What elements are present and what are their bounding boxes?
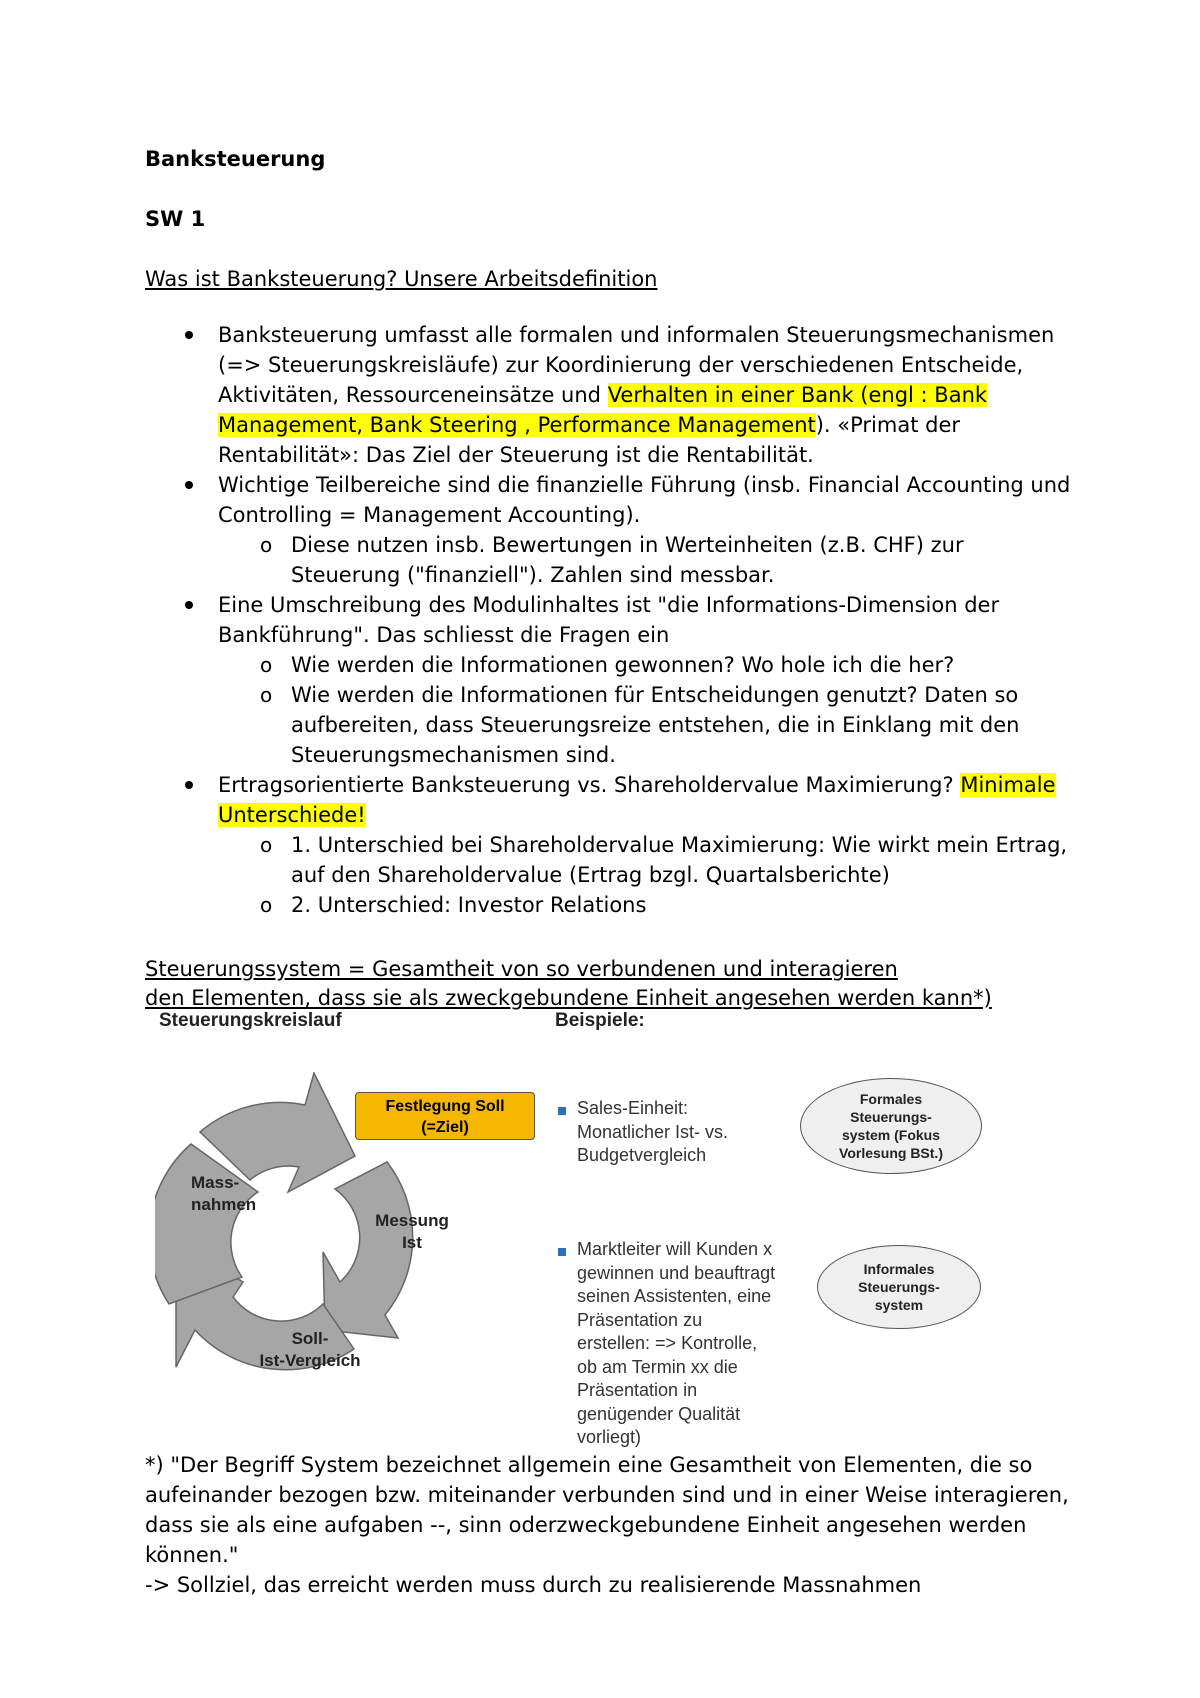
definition-list <box>145 320 1075 920</box>
section-heading: Was ist Banksteuerung? Unsere Arbeitsdefinition <box>145 267 658 291</box>
festlegung-soll-box: Festlegung Soll (=Ziel) <box>355 1092 535 1140</box>
cycle-title: Steuerungskreislauf <box>159 1010 342 1031</box>
section-label: SW 1 <box>145 207 206 231</box>
conclusion-line: -> Sollziel, das erreicht werden muss durch zu realisierende Massnahmen <box>145 1573 922 1597</box>
footnote: *) "Der Begriff System bezeichnet allgemein eine Gesamtheit von Elementen, die so aufeinander bezogen bzw. miteinander verbunden sind und in einer Weise interagieren, dass sie als eine aufgaben --, sinn oderzweckgebundene Einheit angesehen werden können." -> Sollziel, das erreicht werden muss durch zu realisierende Massnahmen <box>145 1450 1085 1600</box>
formal-system-ellipse: Formales Steuerungs- system (Fokus Vorlesung BSt.) <box>800 1078 982 1174</box>
list-item: Wichtige Teilbereiche sind die finanzielle Führung (insb. Financial Accounting und Controlling = Management Accounting). o Diese nutzen insb. Bewertungen in Werteinheiten (z.B. CHF) zur Steuerung ("finanziell"). Zahlen sind messbar. <box>145 470 1075 590</box>
document-title: Banksteuerung <box>145 147 326 171</box>
sub-list-item: o Diese nutzen insb. Bewertungen in Werteinheiten (z.B. CHF) zur Steuerung ("finanziell"). Zahlen sind messbar. <box>218 530 1075 590</box>
sub-list-item: o Wie werden die Informationen gewonnen? Wo hole ich die her? <box>218 650 1075 680</box>
sub-list <box>218 830 1075 920</box>
sub-list-item: o 2. Unterschied: Investor Relations <box>218 890 1075 920</box>
steuerungskreislauf-diagram <box>145 1010 1065 1460</box>
sub-list <box>218 650 1075 770</box>
bullet-square-icon <box>558 1107 566 1115</box>
list-item: Banksteuerung umfasst alle formalen und informalen Steuerungsmechanismen (=> Steuerungskreisläufe) zur Koordinierung der verschiedenen Entscheide, Aktivitäten, Ressourceneinsätze und Verhalten in einer Bank (engl : Bank Management, Bank Steering , Performance Management). «Primat der Rentabilität»: Das Ziel der Steuerung ist die Rentabilität. <box>145 320 1075 470</box>
cycle-label-soll-ist: Soll- Ist-Vergleich <box>259 1329 361 1370</box>
sub-list-item: o Wie werden die Informationen für Entscheidungen genutzt? Daten so aufbereiten, dass Steuerungsreize entstehen, die in Einklang mit den Steuerungsmechanismen sind. <box>218 680 1075 770</box>
cycle-label-messung: Messung Ist <box>375 1211 449 1252</box>
sub-list-item: o 1. Unterschied bei Shareholdervalue Maximierung: Wie wirkt mein Ertrag, auf den Shareholdervalue (Ertrag bzgl. Quartalsberichte) <box>218 830 1075 890</box>
example-sales: Sales-Einheit: Monatlicher Ist- vs. Budgetvergleich <box>577 1098 729 1165</box>
example-marktleiter: Marktleiter will Kunden x gewinnen und beauftragt seinen Assistenten, eine Präsentation zu erstellen: => Kontrolle, ob am Termin xx die Präsentation in genügender Qualität vorliegt) <box>577 1239 776 1447</box>
examples-title: Beispiele: <box>555 1010 645 1031</box>
list-item: Ertragsorientierte Banksteuerung vs. Shareholdervalue Maximierung? Minimale Unterschiede! o 1. Unterschied bei Shareholdervalue Maximierung: Wie wirkt mein Ertrag, auf den Shareholdervalue (Ertrag bzgl. Quartalsberichte) o 2. Unterschied: Investor Relations <box>145 770 1075 920</box>
sub-list <box>218 530 1075 590</box>
cycle-label-massnahmen: Mass- nahmen <box>191 1173 257 1214</box>
highlight: Verhalten in einer Bank (engl : Bank Management, Bank Steering , Performance Management <box>218 383 988 437</box>
list-item: Eine Umschreibung des Modulinhaltes ist "die Informations-Dimension der Bankführung". Das schliesst die Fragen ein o Wie werden die Informationen gewonnen? Wo hole ich die her? o Wie werden die Informationen für Entscheidungen genutzt? Daten so aufbereiten, dass Steuerungsreize entstehen, die in Einklang mit den Steuerungsmechanismen sind. <box>145 590 1075 770</box>
highlight: Minimale Unterschiede! <box>218 773 1056 827</box>
informal-system-ellipse: Informales Steuerungs- system <box>817 1245 981 1329</box>
system-definition: Steuerungssystem = Gesamtheit von so verbundenen und interagieren den Elementen, dass sie als zweckgebundene Einheit angesehen werden kann*) <box>145 957 992 1010</box>
bullet-square-icon <box>558 1248 566 1256</box>
